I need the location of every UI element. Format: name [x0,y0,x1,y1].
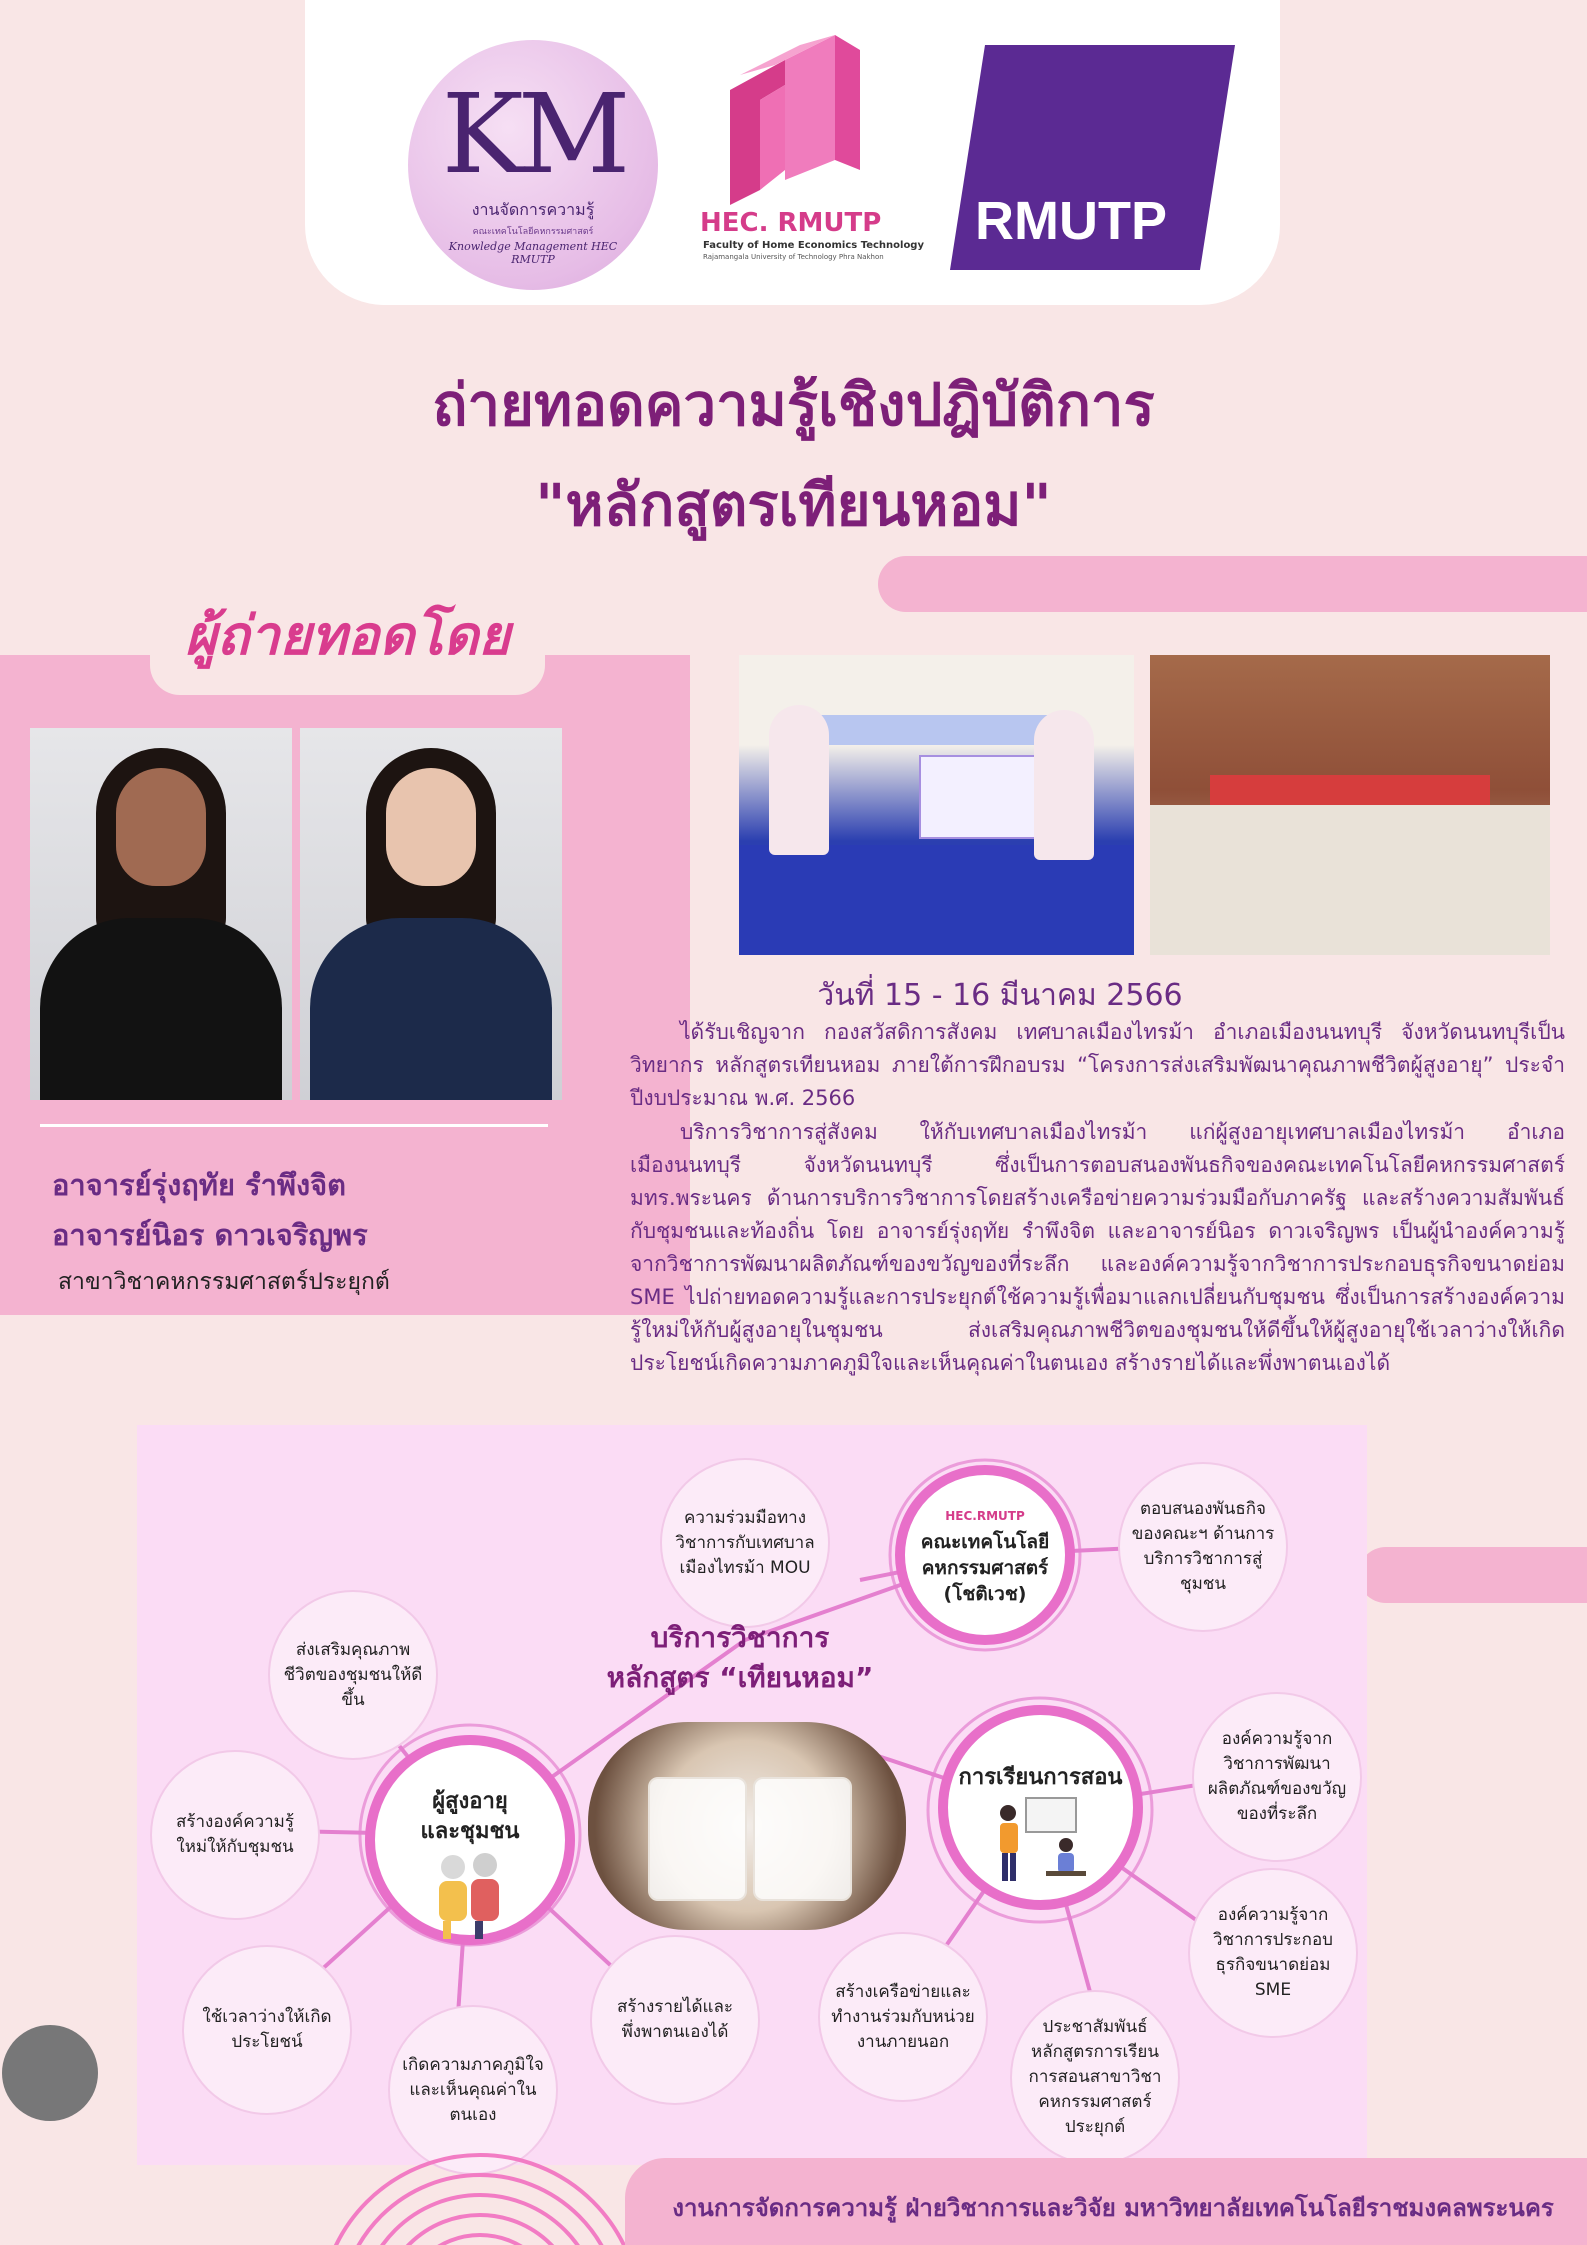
decorative-dot [2,2025,98,2121]
candle-photo [588,1722,906,1930]
mindmap-hub-elderly-line2: และชุมชน [420,1819,520,1844]
mindmap-bubble-income: สร้างรายได้และพึ่งพาตนเองได้ [590,1935,760,2105]
mindmap-bubble-sme: องค์ความรู้จากวิชาการประกอบธุรกิจขนาดย่อม SME [1188,1868,1358,2038]
km-logo-english: Knowledge Management HEC RMUTP [448,240,618,266]
mindmap-bubble-newknowledge: สร้างองค์ความรู้ใหม่ให้กับชุมชน [150,1750,320,1920]
presenter-name-1: อาจารย์รุ่งฤทัย รำพึงจิต [52,1168,347,1202]
mindmap-hub-teaching-label: การเรียนการสอน [958,1765,1123,1790]
presenter-name-2: อาจารย์นิอร ดาวเจริญพร [52,1218,368,1252]
rmutp-logo-text: RMUTP [975,191,1167,251]
mindmap-hub-faculty-logo: HEC.RMUTP [945,1509,1025,1523]
mindmap-hub-faculty-line3: (โชติเวช) [943,1583,1027,1605]
mindmap-hub-faculty-line2: คหกรรมศาสตร์ [921,1557,1049,1579]
km-logo-subtitle: งานจัดการความรู้ [471,200,595,219]
km-logo-subtitle-small: คณะเทคโนโลยีคหกรรมศาสตร์ [472,227,594,237]
mindmap-bubble-mou: ความร่วมมือทางวิชาการกับเทศบาลเมืองไทรม้า MOU [660,1458,830,1628]
mindmap-bubble-gift: องค์ความรู้จากวิชาการพัฒนาผลิตภัณฑ์ของขวัญของที่ระลึก [1192,1692,1362,1862]
mindmap-hub-elderly [365,1735,575,1945]
presenter-department: สาขาวิชาคหกรรมศาสตร์ประยุกต์ [58,1269,390,1295]
footer-text: งานการจัดการความรู้ ฝ่ายวิชาการและวิจัย มหาวิทยาลัยเทคโนโลยีราชมงคลพระนคร [672,2194,1554,2222]
mindmap-title [560,1618,920,1698]
hec-logo-name: HEC. RMUTP [700,208,882,238]
hec-logo-faculty: Faculty of Home Economics Technology [703,240,924,251]
mindmap-bubble-mission: ตอบสนองพันธกิจของคณะฯ ด้านการบริการวิชาการสู่ชุมชน [1118,1462,1288,1632]
mindmap-bubble-network: สร้างเครือข่ายและทำงานร่วมกับหน่วยงานภายนอก [818,1932,988,2102]
mindmap-title-line1: บริการวิชาการ [650,1621,830,1654]
page-title-line-1: ถ่ายทอดความรู้เชิงปฎิบัติการ [432,371,1155,439]
mindmap-bubble-curriculum: ประชาสัมพันธ์หลักสูตรการเรียนการสอนสาขาวิชาคหกรรมศาสตร์ประยุกต์ [1010,1990,1180,2165]
mindmap-hub-teaching [938,1705,1143,1910]
event-paragraph-2-text: บริการวิชาการสู่สังคม ให้กับเทศบาลเมืองไทรม้า แก่ผู้สูงอายุเทศบาลเมืองไทรม้า อำเภอเมืองนนทบุรี จังหวัดนนทบุรี ซึ่งเป็นการตอบสนองพันธกิจของคณะเทคโนโลยีคหกรรมศาสตร์ มทร.พระนคร ด้านการบริการวิชาการโดยสร้างเครือข่ายความร่วมมือกับภาครัฐ และสร้างความสัมพันธ์กับชุมชนและท้องถิ่น โดย อาจารย์รุ่งฤทัย รำพึงจิต และอาจารย์นิอร ดาวเจริญพร เป็นผู้นำองค์ความรู้จากวิชาการพัฒนาผลิตภัณฑ์ของขวัญของที่ระลึก และองค์ความรู้จากวิชาการประกอบธุรกิจขนาดย่อม SME ไปถ่ายทอดความรู้และการประยุกต์ใช้ความรู้เพื่อมาแลกเปลี่ยนกับชุมชน ซึ่งเป็นการสร้างองค์ความรู้ใหม่ให้กับผู้สูงอายุในชุมชน ส่งเสริมคุณภาพชีวิตของชุมชนให้ดีขึ้นให้ผู้สูงอายุใช้เวลาว่างให้เกิดประโยชน์เกิดความภาคภูมิใจและเห็นคุณค่าในตนเอง สร้างรายได้และพึ่งพาตนเองได้ [630,1120,1565,1375]
presenter-heading: ผู้ถ่ายทอดโดย [184,604,511,667]
event-paragraph-1-text: ได้รับเชิญจาก กองสวัสดิการสังคม เทศบาลเมืองไทรม้า อำเภอเมืองนนทบุรี จังหวัดนนทบุรีเป็นวิทยากร หลักสูตรเทียนหอม ภายใต้การฝึกอบรม “โครงการส่งเสริมพัฒนาคุณภาพชีวิตผู้สูงอายุ” ประจำปีงบประมาณ พ.ศ. 2566 [630,1020,1565,1110]
event-date: วันที่ 15 - 16 มีนาคม 2566 [817,978,1183,1013]
mindmap-hub-elderly-line1: ผู้สูงอายุ [432,1789,508,1814]
teacher-student-icon [986,1793,1096,1888]
mindmap-title-line2: หลักสูตร “เทียนหอม” [606,1661,874,1694]
page-title-line-2: "หลักสูตรเทียนหอม" [535,471,1052,539]
mindmap-hub-faculty-line1: คณะเทคโนโลยี [920,1531,1050,1553]
hec-logo-university: Rajamangala University of Technology Phra Nakhon [703,253,884,261]
mindmap-bubble-freetime: ใช้เวลาว่างให้เกิดประโยชน์ [182,1945,352,2115]
mindmap-bubble-pride: เกิดความภาคภูมิใจและเห็นคุณค่าในตนเอง [388,2005,558,2175]
km-logo-letters: KM [441,70,625,198]
mindmap-hub-faculty [895,1465,1075,1645]
mindmap-bubble-quality: ส่งเสริมคุณภาพชีวิตของชุมชนให้ดีขึ้น [268,1590,438,1760]
elderly-couple-icon [425,1847,515,1942]
